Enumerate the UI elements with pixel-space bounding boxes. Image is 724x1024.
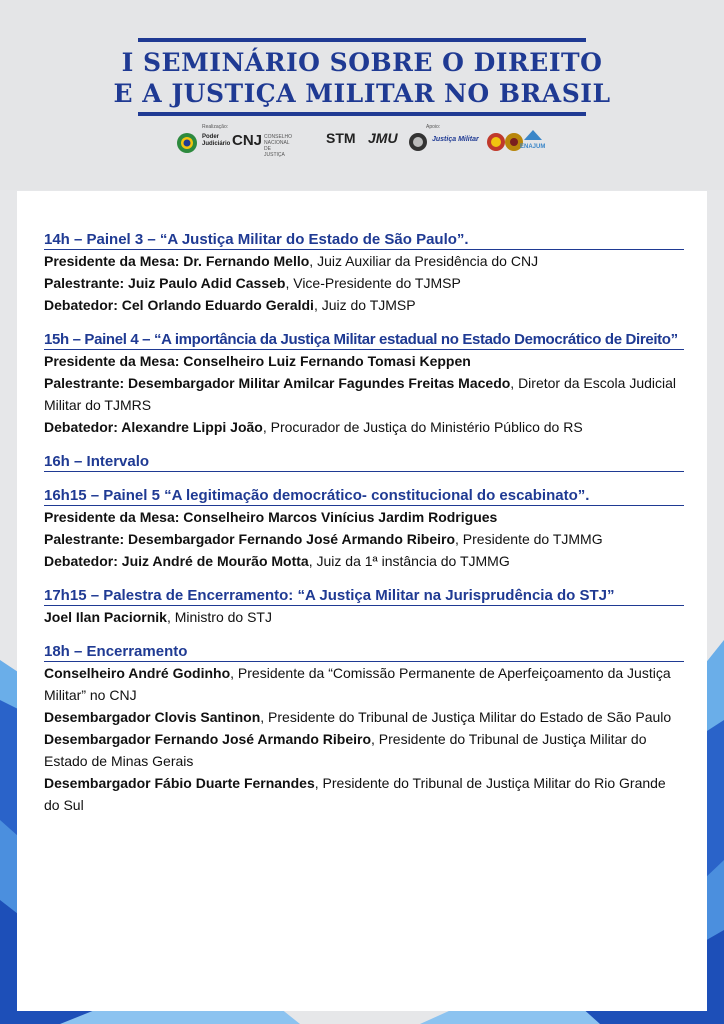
line-bold: Presidente da Mesa: Conselheiro Luiz Fernando Tomasi Keppen [44, 353, 471, 369]
line-bold: Debatedor: Alexandre Lippi João [44, 419, 263, 435]
section-intervalo [44, 452, 684, 472]
logo-poder-judiciario: Poder Judiciário [202, 134, 231, 147]
title-rule-bottom [138, 112, 586, 116]
line-bold: Palestrante: Desembargador Militar Amilcar Fagundes Freitas Macedo [44, 375, 511, 391]
program-line [44, 662, 684, 706]
line-rest: , Presidente da “Comissão Permanente de Aperfeiçoamento da Justiça Militar” no CNJ [44, 665, 671, 703]
line-rest: , Presidente do Tribunal de Justiça Militar do Estado de São Paulo [260, 709, 672, 725]
logo-cnj-sub: CONSELHO NACIONAL DE JUSTIÇA [264, 134, 293, 158]
logo-stm: STM [326, 130, 356, 146]
line-bold: Desembargador Fernando José Armando Ribeiro [44, 731, 371, 747]
section-heading: 16h15 – Painel 5 “A legitimação democrático- constitucional do escabinato”. [44, 486, 684, 506]
line-rest: , Vice-Presidente do TJMSP [285, 275, 461, 291]
logo-enajum: ENAJUM [520, 144, 546, 150]
program-line [44, 506, 684, 528]
program-line [44, 550, 684, 572]
program-line [44, 372, 684, 416]
program-line [44, 728, 684, 772]
section-heading: 16h – Intervalo [44, 452, 684, 472]
enajum-icon [522, 128, 544, 142]
line-rest: , Presidente do TJMMG [455, 531, 603, 547]
line-rest: , Diretor da Escola Judicial Militar do TJMRS [44, 375, 677, 413]
logos-row [170, 122, 570, 162]
program-content [44, 230, 684, 830]
section-painel-3 [44, 230, 684, 316]
logo-justica-militar: Justiça Militar [432, 136, 479, 143]
line-bold: Desembargador Clovis Santinon [44, 709, 261, 725]
program-line [44, 772, 684, 816]
program-line [44, 294, 684, 316]
line-rest: , Presidente do Tribunal de Justiça Militar do Rio Grande do Sul [44, 775, 666, 813]
line-bold: Presidente da Mesa: Conselheiro Marcos Vinícius Jardim Rodrigues [44, 509, 498, 525]
line-rest: , Presidente do Tribunal de Justiça Militar do Estado de Minas Gerais [44, 731, 647, 769]
section-painel-4 [44, 330, 684, 438]
line-bold: Debatedor: Cel Orlando Eduardo Geraldi [44, 297, 314, 313]
logo-jmu: JMU [368, 130, 398, 146]
section-heading: 14h – Painel 3 – “A Justiça Militar do Estado de São Paulo”. [44, 230, 684, 250]
apoio-label: Apoio: [426, 124, 441, 130]
line-rest: , Juiz Auxiliar da Presidência do CNJ [309, 253, 539, 269]
program-line [44, 416, 684, 438]
line-rest: , Procurador de Justiça do Ministério Público do RS [262, 419, 583, 435]
line-bold: Joel Ilan Paciornik [44, 609, 167, 625]
line-bold: Palestrante: Juiz Paulo Adid Casseb [44, 275, 286, 291]
page-title-line2: E A JUSTIÇA MILITAR NO BRASIL [113, 79, 611, 108]
title-rule-top [138, 38, 586, 42]
program-line [44, 250, 684, 272]
brasil-emblem-icon [176, 132, 198, 154]
line-bold: Debatedor: Juiz André de Mourão Motta [44, 553, 309, 569]
program-line [44, 528, 684, 550]
section-painel-5 [44, 486, 684, 572]
program-line [44, 606, 684, 628]
program-line [44, 706, 684, 728]
line-rest: , Juiz do TJMSP [313, 297, 416, 313]
line-bold: Presidente da Mesa: Dr. Fernando Mello [44, 253, 310, 269]
header [0, 0, 724, 190]
realizacao-label: Realização: [202, 124, 229, 130]
page-title-line1: I SEMINÁRIO SOBRE O DIREITO [121, 48, 603, 77]
program-line [44, 272, 684, 294]
section-palestra-encerramento [44, 586, 684, 628]
section-heading: 18h – Encerramento [44, 642, 684, 662]
seal-icon [408, 132, 428, 152]
line-rest: , Ministro do STJ [166, 609, 272, 625]
line-bold: Palestrante: Desembargador Fernando José Armando Ribeiro [44, 531, 456, 547]
section-encerramento [44, 642, 684, 816]
program-line [44, 350, 684, 372]
line-bold: Desembargador Fábio Duarte Fernandes [44, 775, 315, 791]
section-heading: 17h15 – Palestra de Encerramento: “A Justiça Militar na Jurisprudência do STJ” [44, 586, 684, 606]
section-heading: 15h – Painel 4 – “A importância da Justiça Militar estadual no Estado Democrático de Direito” [44, 330, 684, 350]
line-rest: , Juiz da 1ª instância do TJMMG [308, 553, 510, 569]
logo-cnj: CNJ [232, 132, 263, 149]
line-bold: Conselheiro André Godinho [44, 665, 231, 681]
badge-icon [486, 132, 506, 152]
